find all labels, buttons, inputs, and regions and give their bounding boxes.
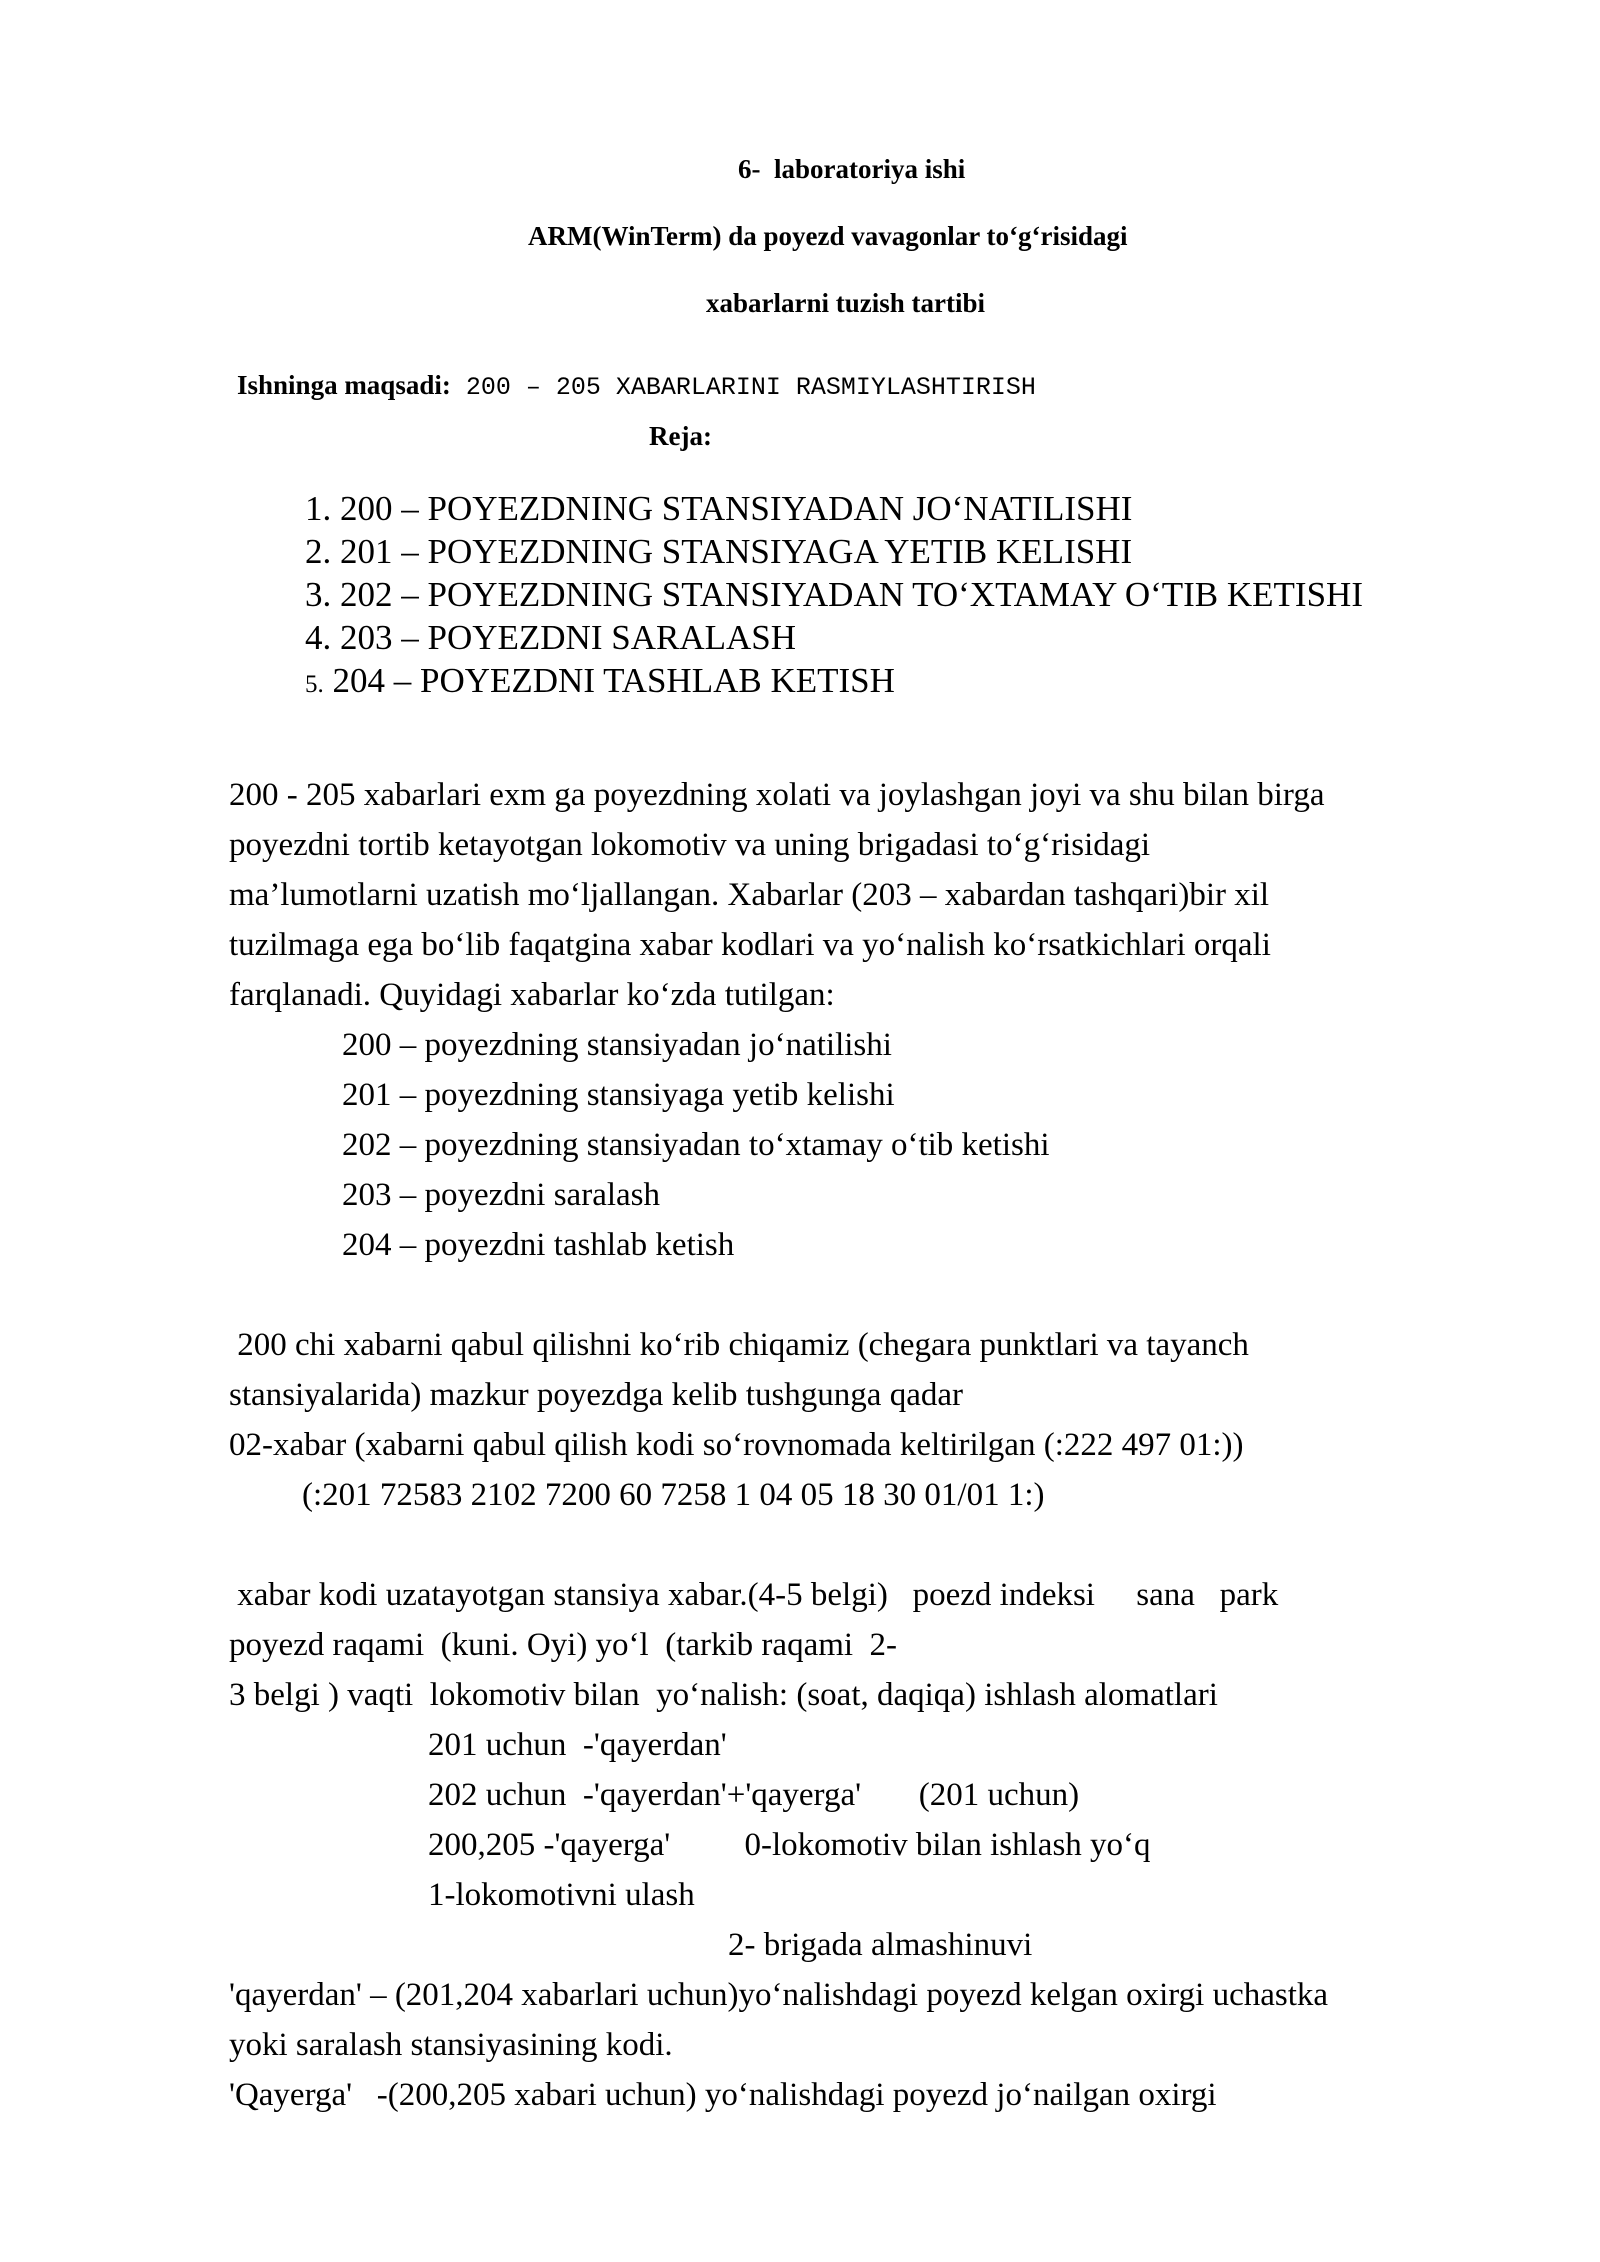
plan-item-text: 200 – POYEZDNING STANSIYADAN JO‘NATILISHI [340, 489, 1133, 528]
intro-line: poyezdni tortib ketayotgan lokomotiv va uning brigadasi to‘g‘risidagi [229, 827, 1151, 863]
section3-line: 3 belgi ) vaqti lokomotiv bilan yo‘nalish: (soat, daqiqa) ishlash alomatlari [229, 1677, 1218, 1713]
code-item: 204 – poyezdni tashlab ketish [342, 1227, 735, 1263]
message-example: (:201 72583 2102 7200 60 7258 1 04 05 18 30 01/01 1:) [302, 1477, 1045, 1513]
section3-line: yoki saralash stansiyasining kodi. [229, 2027, 673, 2063]
subtitle-line-2: xabarlarni tuzish tartibi [706, 288, 986, 318]
section3-line: xabar kodi uzatayotgan stansiya xabar.(4-5 belgi) poezd indeksi sana park [229, 1577, 1279, 1613]
section3-line: 201 uchun -'qayerdan' [428, 1727, 727, 1763]
code-item: 201 – poyezdning stansiyaga yetib kelishi [342, 1077, 895, 1113]
plan-item [305, 663, 895, 698]
plan-item-number: 2. [305, 532, 332, 571]
plan-item [305, 534, 1132, 569]
plan-item-text: 202 – POYEZDNING STANSIYADAN TO‘XTAMAY O‘TIB KETISHI [340, 575, 1363, 614]
intro-line: farqlanadi. Quyidagi xabarlar ko‘zda tutilgan: [229, 977, 835, 1013]
section3-line: poyezd raqami (kuni. Oyi) yo‘l (tarkib raqami 2- [229, 1627, 898, 1663]
plan-item-number: 1. [305, 489, 332, 528]
subtitle-line-1: ARM(WinTerm) da poyezd vavagonlar to‘g‘risidagi [528, 221, 1128, 251]
code-item: 202 – poyezdning stansiyadan to‘xtamay o‘tib ketishi [342, 1127, 1050, 1163]
plan-item [305, 491, 1132, 526]
intro-line: ma’lumotlarni uzatish mo‘ljallangan. Xabarlar (203 – xabardan tashqari)bir xil [229, 877, 1270, 913]
lab-title: 6- laboratoriya ishi [738, 154, 966, 184]
plan-item-number: 4. [305, 618, 332, 657]
code-item: 200 – poyezdning stansiyadan jo‘natilishi [342, 1027, 892, 1063]
goal-label: Ishninga maqsadi: [237, 370, 451, 400]
intro-line: 200 - 205 xabarlari exm ga poyezdning xolati va joylashgan joyi va shu bilan birga [229, 777, 1325, 813]
section3-line: 200,205 -'qayerga' 0-lokomotiv bilan ishlash yo‘q [428, 1827, 1151, 1863]
intro-line: tuzilmaga ega bo‘lib faqatgina xabar kodlari va yo‘nalish ko‘rsatkichlari orqali [229, 927, 1271, 963]
plan-item [305, 577, 1363, 612]
plan-item [305, 620, 796, 655]
plan-item-text: 204 – POYEZDNI TASHLAB KETISH [332, 661, 895, 700]
section3-line: 2- brigada almashinuvi [728, 1927, 1033, 1963]
section3-line: 202 uchun -'qayerdan'+'qayerga' (201 uchun) [428, 1777, 1080, 1813]
section3-line: 'qayerdan' – (201,204 xabarlari uchun)yo‘nalishdagi poyezd kelgan oxirgi uchastka [229, 1977, 1329, 2013]
plan-item-number: 5. [305, 671, 324, 698]
section2-line: 02-xabar (xabarni qabul qilish kodi so‘rovnomada keltirilgan (:222 497 01:)) [229, 1427, 1244, 1463]
section2-line: stansiyalarida) mazkur poyezdga kelib tushgunga qadar [229, 1377, 963, 1413]
plan-item-text: 201 – POYEZDNING STANSIYAGA YETIB KELISHI [340, 532, 1133, 571]
section2-line: 200 chi xabarni qabul qilishni ko‘rib chiqamiz (chegara punktlari va tayanch [229, 1327, 1249, 1363]
section3-line: 'Qayerga' -(200,205 xabari uchun) yo‘nalishdagi poyezd jo‘nailgan oxirgi [229, 2077, 1217, 2113]
goal-line [229, 356, 1036, 400]
plan-heading: Reja: [649, 421, 712, 451]
plan-item-text: 203 – POYEZDNI SARALASH [340, 618, 796, 657]
code-item: 203 – poyezdni saralash [342, 1177, 660, 1213]
plan-item-number: 3. [305, 575, 332, 614]
goal-text: 200 – 205 XABARLARINI RASMIYLASHTIRISH [450, 373, 1036, 402]
section3-line: 1-lokomotivni ulash [428, 1877, 695, 1913]
